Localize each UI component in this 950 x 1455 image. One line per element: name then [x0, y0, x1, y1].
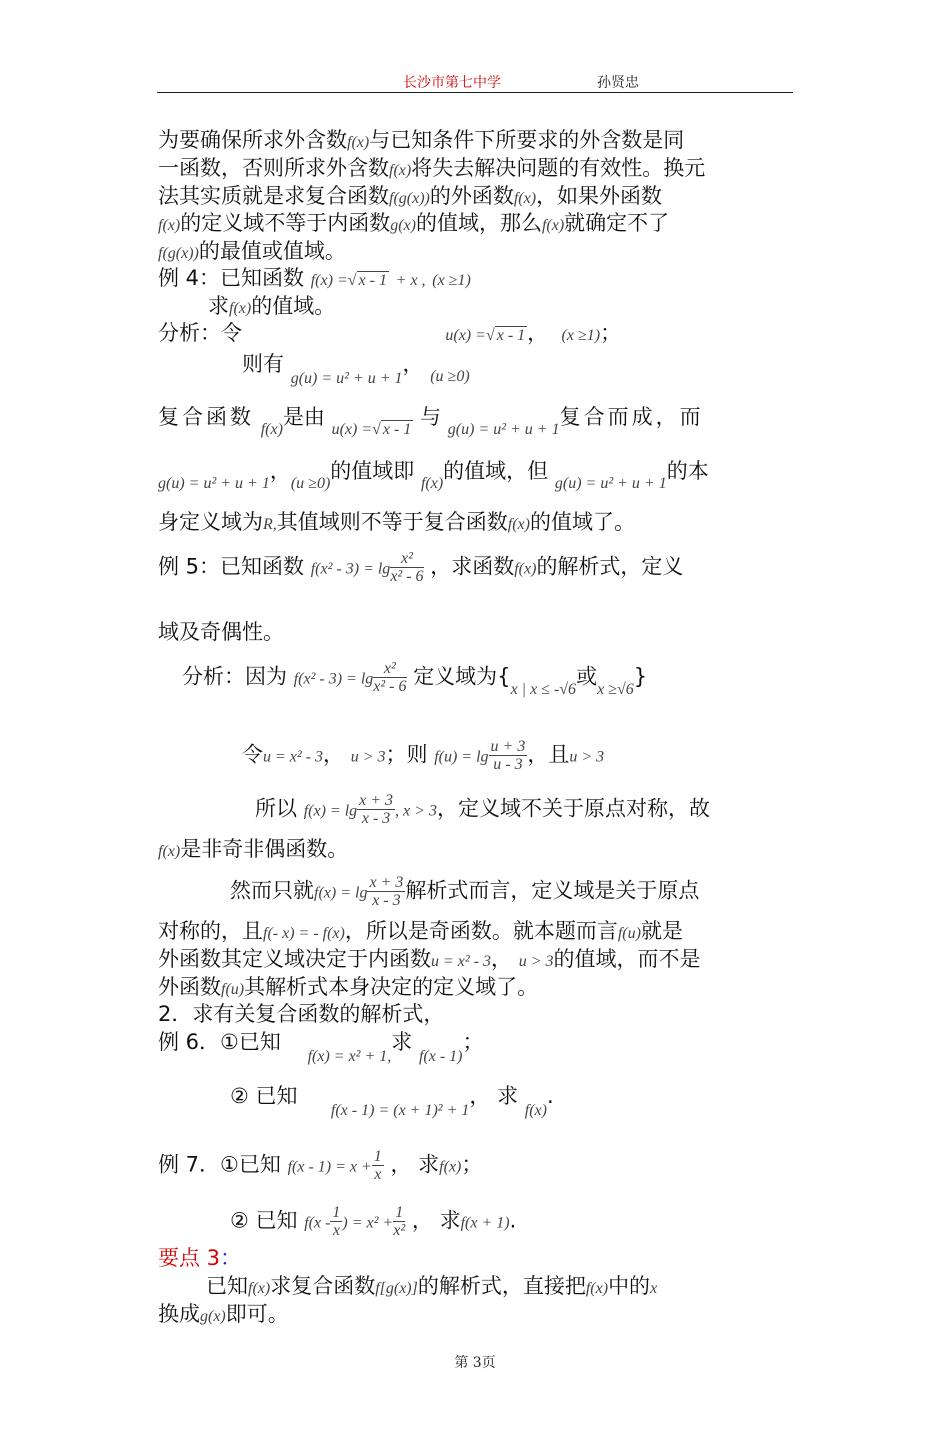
- para2-line1: 复合函数 $_{f(x)}$是由 $_{u(x) =√}$ $_{x - 1}$ 与 $_{g(u) = u^2 + u + 1}$复合而成，而: [158, 405, 704, 438]
- example4-question: 求f(x)的值域。: [208, 294, 336, 318]
- example5-statement-cont: 域及奇偶性。: [158, 620, 284, 644]
- para1-line4: f(x)的定义域不等于内函数g(x)的值域，那么f(x)就确定不了: [158, 211, 670, 235]
- example4-statement: 例 4：已知函数 f(x) =√ x - 1 + x , (x ≥1): [158, 266, 471, 290]
- analysis5-however: 然而只就f(x) = lg $\frac{x + 3}{x - 3}$ 解析式而言，定义域是关于原点: [230, 874, 700, 909]
- para1-line3: 法其实质就是求复合函数f(g(x))的外函数f(x)，如果外函数: [158, 184, 663, 208]
- analysis5-outer: 外函数其定义域决定于内函数u = x² - 3， u > 3的值域，而不是: [158, 947, 701, 971]
- example6-part2: ② 已知 $_{f(x - 1) = (x + 1)^2 + 1}$， 求 $_{f(x)}$.: [230, 1084, 554, 1119]
- section2-title: 2．求有关复合函数的解析式，: [158, 1002, 445, 1026]
- keypoint3-line1: 已知f(x)求复合函数f[g(x)]的解析式，直接把f(x)中的x: [206, 1274, 658, 1298]
- example7-part2: ② 已知 f(x - $\frac{1}{x}$ ) = x² + $\frac{1}{\text{x²}}$ ， 求f(x + 1).: [230, 1204, 517, 1239]
- analysis4-let: 分析：令 u(x) =√ x - 1， (x ≥1)；: [158, 321, 622, 345]
- header-author: 孙贤忠: [597, 75, 639, 91]
- analysis4-then: 则有 $_{g(u) = u^2 + u + 1}$， $_{(u \ge 0)}$: [242, 352, 470, 387]
- para1-line1: 为要确保所求外含数f(x)与已知条件下所要求的外含数是同: [158, 128, 685, 152]
- para1-line5: f(g(x))的最值或值域。: [158, 239, 346, 263]
- analysis5-domain: 分析：因为 f(x² - 3) = lg $\frac{\text{x²}}{\text{x² - 6}}$ 定义域为{$_{x | x \le -√6}$或$_{x \ge√6}$}: [182, 660, 648, 698]
- example7-part1: 例 7．①已知 f(x - 1) = x + $\frac{1}{x}$ ， 求f(x)；: [158, 1148, 483, 1183]
- page-header: [157, 72, 793, 93]
- keypoint3-title: 要点 3：: [158, 1246, 242, 1270]
- example6-part1: 例 6．①已知 $_{f(x) = x^2 + 1,}$求 $_{f(x - 1)}$；: [158, 1030, 484, 1065]
- example5-statement: 例 5：已知函数 f(x² - 3) = lg $\frac{\text{x²}}{\text{x² - 6}}$ ，求函数f(x)的解析式，定义: [158, 550, 684, 585]
- analysis5-outer-cont: 外函数f(u)其解析式本身决定的定义域了。: [158, 975, 539, 999]
- para2-line3: 身定义域为R,其值域则不等于复合函数f(x)的值域了。: [158, 510, 635, 534]
- analysis5-odd: 对称的，且f(- x) = - f(x)，所以是奇函数。就本题而言f(u)就是: [158, 919, 683, 943]
- para1-line2: 一函数，否则所求外含数f(x)将失去解决问题的有效性。换元: [158, 156, 706, 180]
- para2-line2: $_{g(u) = u^2 + u + 1}$，$_{(u \ge 0)}$的值域即 $_{f(x)}$的值域，但 $_{g(u) = u^2 + u + 1}$的本: [158, 459, 709, 492]
- keypoint3-line2: 换成g(x)即可。: [158, 1302, 289, 1326]
- analysis5-substitution: 令u = x² - 3， u > 3；则 f(u) = lg $\frac{u + 3}{u - 3}$ ，且u > 3: [242, 738, 605, 773]
- header-school: 长沙市第七中学: [403, 75, 501, 91]
- analysis5-conclusion: f(x)是非奇非偶函数。: [158, 837, 349, 861]
- page-footer: 第 3页: [454, 1355, 496, 1371]
- analysis5-result: 所以 f(x) = lg $\frac{x + 3}{x - 3}$ , x > 3，定义域不关于原点对称，故: [255, 792, 710, 827]
